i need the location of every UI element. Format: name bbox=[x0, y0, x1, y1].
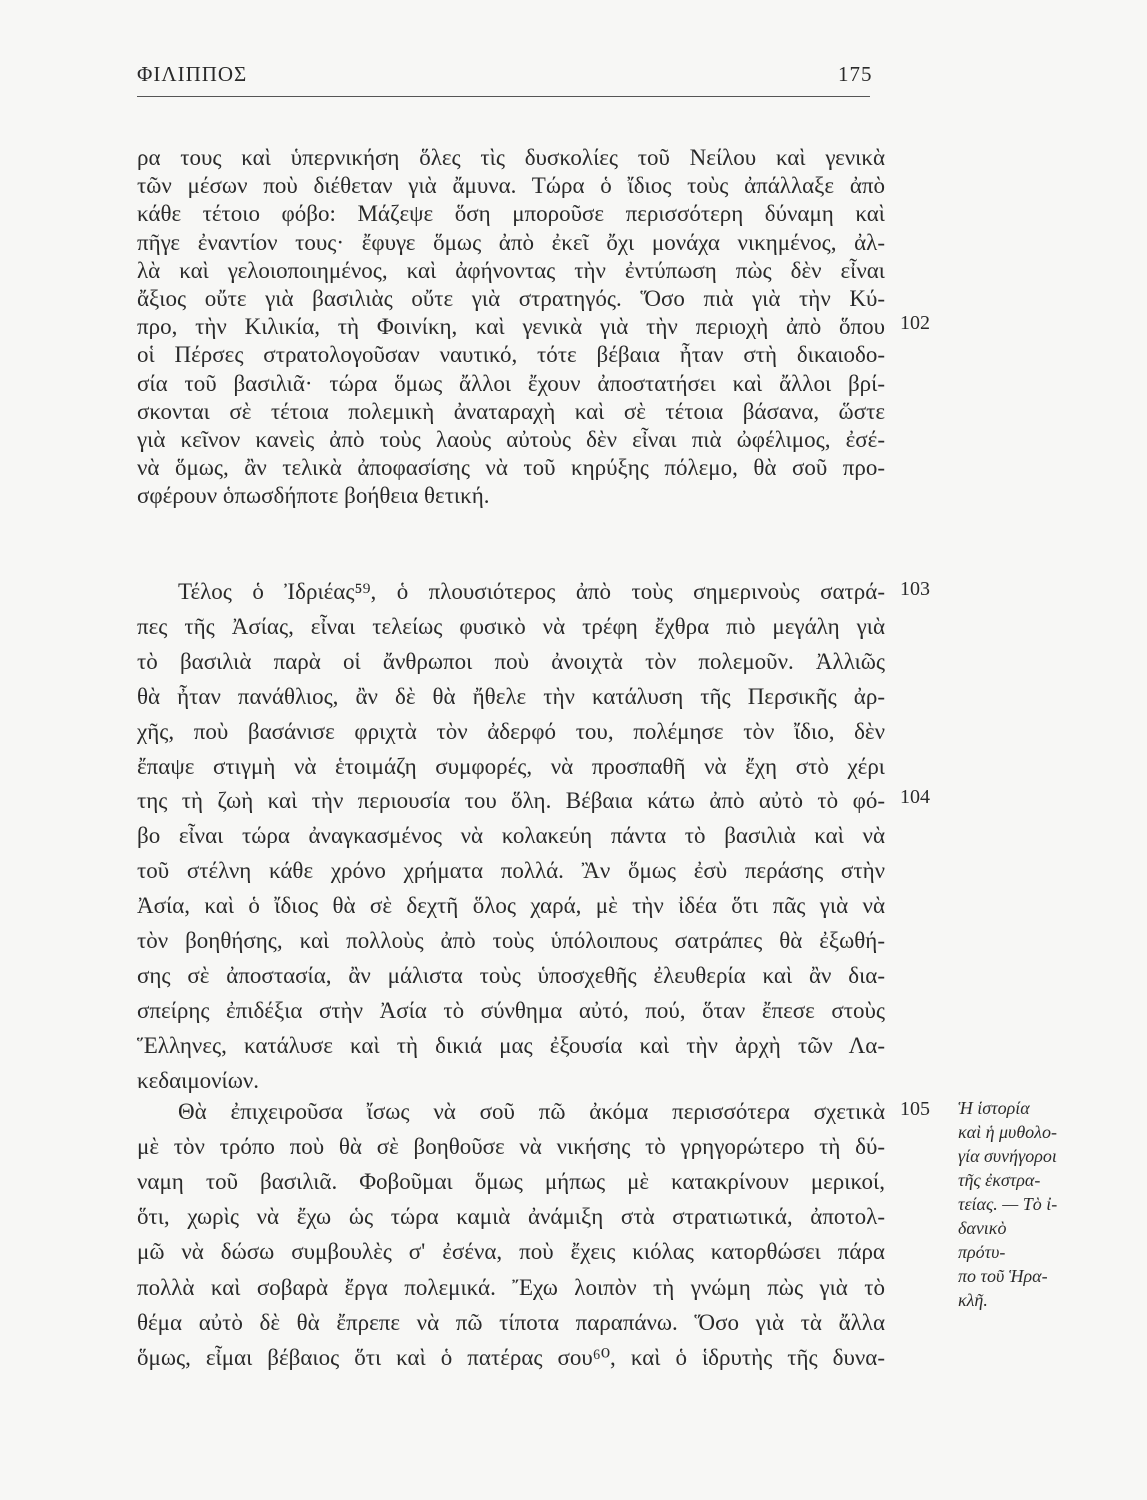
text-line: πολλὰ καὶ σοβαρὰ ἔργα πολεμικά. Ἔχω λοιπὸν τὴ γνώμη πὼς γιὰ τὸ bbox=[137, 1274, 885, 1300]
text-line: Ἕλληνες, κατάλυσε καὶ τὴ δικιά μας ἐξουσία καὶ τὴν ἀρχὴ τῶν Λα- bbox=[137, 1032, 885, 1058]
text-line: σία τοῦ βασιλιᾶ· τώρα ὅμως ἄλλοι ἔχουν ἀποστατήσει καὶ ἄλλοι βρί- bbox=[137, 370, 885, 396]
text-line: μὲ τὸν τρόπο ποὺ θὰ σὲ βοηθοῦσε νὰ νικήσης τὸ γρηγορώτερο τὴ δύ- bbox=[137, 1134, 885, 1160]
text-line: ἄξιος οὔτε γιὰ βασιλιὰς οὔτε γιὰ στρατηγός. Ὅσο πιὰ γιὰ τὴν Κύ- bbox=[137, 286, 885, 311]
text-line: Θὰ ἐπιχειροῦσα ἴσως νὰ σοῦ πῶ ἀκόμα περισσότερα σχετικὰ bbox=[178, 1099, 885, 1124]
margin-note-line: Ἡ ἱστορία bbox=[958, 1098, 1030, 1118]
text-line: σκονται σὲ τέτοια πολεμικὴ ἀναταραχὴ καὶ σὲ τέτοια βάσανα, ὥστε bbox=[137, 398, 885, 424]
text-line: πῆγε ἐναντίον τους· ἔφυγε ὅμως ἀπὸ ἐκεῖ ὄχι μονάχα νικημένος, ἀλ- bbox=[137, 229, 885, 255]
margin-note-line: κλῆ. bbox=[958, 1290, 988, 1310]
text-line: πες τῆς Ἀσίας, εἶναι τελείως φυσικὸ νὰ τρέφη ἔχθρα πιὸ μεγάλη γιὰ bbox=[137, 613, 885, 639]
section-number: 104 bbox=[900, 786, 930, 808]
text-line: τὸν βοηθήσης, καὶ πολλοὺς ἀπὸ τοὺς ὑπόλοιπους σατράπες θὰ ἐξωθή- bbox=[137, 928, 885, 953]
text-line: μῶ νὰ δώσω συμβουλὲς σ' ἐσένα, ποὺ ἔχεις κιόλας κατορθώσει πάρα bbox=[137, 1239, 885, 1265]
text-line: σφέρουν ὁπωσδήποτε βοήθεια θετική. bbox=[137, 483, 490, 509]
margin-note-line: πο τοῦ Ἡρα- bbox=[958, 1266, 1048, 1286]
text-line: γιὰ κεῖνον κανεὶς ἀπὸ τοὺς λαοὺς αὐτοὺς δὲν εἶναι πιὰ ὠφέλιμος, ἐσέ- bbox=[137, 427, 885, 452]
text-line: ναμη τοῦ βασιλιᾶ. Φοβοῦμαι ὅμως μήπως μὲ κατακρίνουν μερικοί, bbox=[137, 1169, 885, 1195]
text-line: νὰ ὅμως, ἂν τελικὰ ἀποφασίσης νὰ τοῦ κηρύξης πόλεμο, θὰ σοῦ προ- bbox=[137, 455, 885, 481]
text-line: λὰ καὶ γελοιοποιημένος, καὶ ἀφήνοντας τὴν ἐντύπωση πὼς δὲν εἶναι bbox=[137, 257, 885, 283]
text-line: ὅτι, χωρὶς νὰ ἔχω ὡς τώρα καμιὰ ἀνάμιξη στὰ στρατιωτικά, ἀποτολ- bbox=[137, 1204, 885, 1230]
text-line: κεδαιμονίων. bbox=[137, 1067, 260, 1093]
running-head-title: ΦΙΛΙΠΠΟΣ bbox=[137, 62, 248, 86]
margin-note-line: γία συνήγοροι bbox=[958, 1146, 1057, 1166]
text-line: προ, τὴν Κιλικία, τὴ Φοινίκη, καὶ γενικὰ γιὰ τὴν περιοχὴ ἀπὸ ὅπου bbox=[137, 314, 885, 340]
text-line: ἔπαψε στιγμὴ νὰ ἑτοιμάζη συμφορές, νὰ προσπαθῆ νὰ ἔχη στὸ χέρι bbox=[137, 753, 885, 779]
text-line: Τέλος ὁ Ἰδριέας⁵⁹, ὁ πλουσιότερος ἀπὸ τοὺς σημερινοὺς σατρά- bbox=[178, 579, 885, 604]
margin-note-line: καὶ ἡ μυθολο- bbox=[958, 1122, 1057, 1142]
text-line: τὸ βασιλιὰ παρὰ οἱ ἄνθρωποι ποὺ ἀνοιχτὰ τὸν πολεμοῦν. Ἀλλιῶς bbox=[137, 648, 885, 674]
text-line: σπείρης ἐπιδέξια στὴν Ἀσία τὸ σύνθημα αὐτό, πού, ὅταν ἔπεσε στοὺς bbox=[137, 997, 885, 1023]
text-line: Ἀσία, καὶ ὁ ἴδιος θὰ σὲ δεχτῆ ὅλος χαρά, μὲ τὴν ἰδέα ὅτι πᾶς γιὰ νὰ bbox=[137, 893, 885, 919]
page-number: 175 bbox=[838, 62, 873, 86]
margin-note-line: τῆς ἐκστρα- bbox=[958, 1170, 1041, 1190]
text-line: τῶν μέσων ποὺ διέθεταν γιὰ ἄμυνα. Τώρα ὁ ἴδιος τοὺς ἀπάλλαξε ἀπὸ bbox=[137, 173, 885, 199]
text-line: ὅμως, εἶμαι βέβαιος ὅτι καὶ ὁ πατέρας σου⁶⁰, καὶ ὁ ἱδρυτὴς τῆς δυνα- bbox=[137, 1344, 885, 1370]
header-rule bbox=[137, 96, 870, 97]
text-line: σης σὲ ἀποστασία, ἂν μάλιστα τοὺς ὑποσχεθῆς ἐλευθερία καὶ ἂν δια- bbox=[137, 962, 885, 988]
text-line: βο εἶναι τώρα ἀναγκασμένος νὰ κολακεύη πάντα τὸ βασιλιὰ καὶ νὰ bbox=[137, 823, 885, 849]
margin-note-line: δανικὸ πρότυ- bbox=[958, 1218, 1007, 1262]
text-line: κάθε τέτοιο φόβο: Μάζεψε ὅση μποροῦσε περισσότερη δύναμη καὶ bbox=[137, 201, 885, 227]
section-number: 103 bbox=[900, 578, 930, 600]
text-line: ρα τους καὶ ὑπερνικήση ὅλες τὶς δυσκολίες τοῦ Νείλου καὶ γενικὰ bbox=[137, 145, 885, 170]
text-line: χῆς, ποὺ βασάνισε φριχτὰ τὸν ἀδερφό του, πολέμησε τὸν ἴδιο, δὲν bbox=[137, 718, 885, 744]
margin-note-line: τείας. — Τὸ ἰ- bbox=[958, 1194, 1058, 1214]
margin-note bbox=[958, 1096, 1058, 1312]
text-line: θὰ ἦταν πανάθλιος, ἂν δὲ θὰ ἤθελε τὴν κατάλυση τῆς Περσικῆς ἀρ- bbox=[137, 683, 885, 709]
text-line: της τὴ ζωὴ καὶ τὴν περιουσία του ὅλη. Βέβαια κάτω ἀπὸ αὐτὸ τὸ φό- bbox=[137, 788, 885, 814]
section-number: 102 bbox=[900, 312, 930, 334]
text-line: τοῦ στέλνη κάθε χρόνο χρήματα πολλά. Ἂν ὅμως ἐσὺ περάσης στὴν bbox=[137, 858, 885, 884]
text-line: θέμα αὐτὸ δὲ θὰ ἔπρεπε νὰ πῶ τίποτα παραπάνω. Ὅσο γιὰ τὰ ἄλλα bbox=[137, 1309, 885, 1335]
text-line: οἱ Πέρσες στρατολογοῦσαν ναυτικό, τότε βέβαια ἦταν στὴ δικαιοδο- bbox=[137, 342, 885, 368]
section-number: 105 bbox=[900, 1098, 930, 1120]
